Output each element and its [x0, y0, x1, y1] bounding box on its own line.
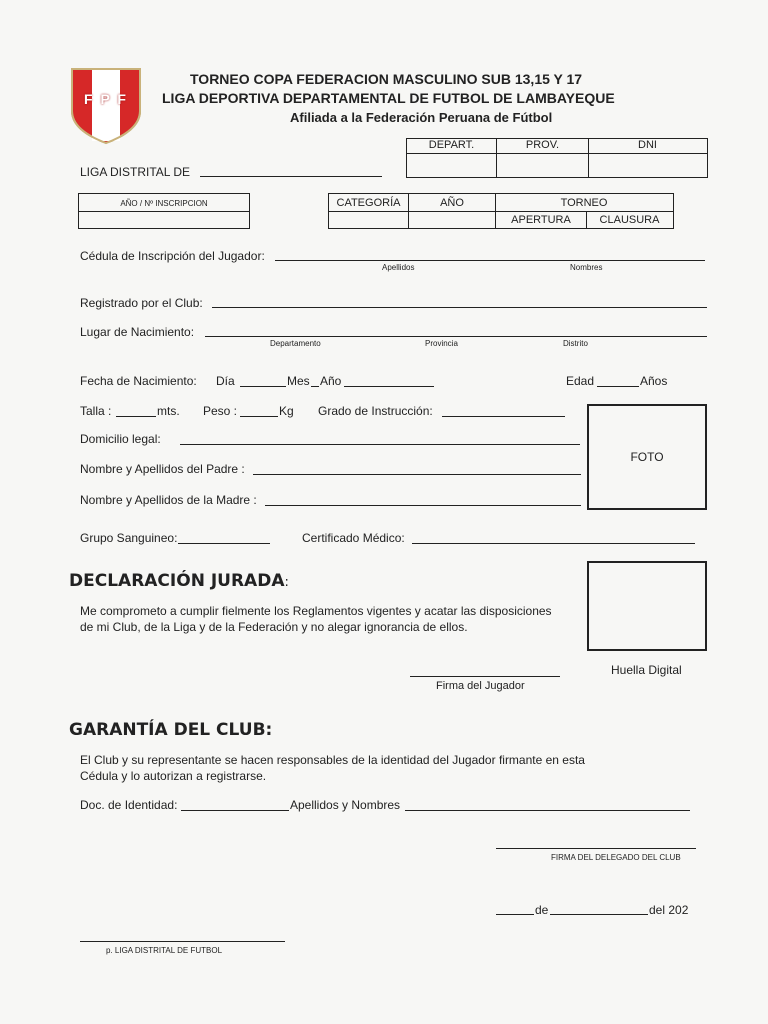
- departamento-caption: Departamento: [270, 339, 321, 348]
- firma-jugador-line[interactable]: [410, 676, 560, 677]
- lugar-label: Lugar de Nacimiento:: [80, 325, 195, 339]
- liga-distrital-firma-line[interactable]: [80, 941, 285, 942]
- liga-distrital-label: LIGA DISTRITAL DE: [80, 165, 191, 179]
- kg-label: Kg: [279, 404, 294, 418]
- huella-label: Huella Digital: [611, 663, 682, 677]
- grado-label: Grado de Instrucción:: [318, 404, 433, 418]
- talla-field[interactable]: [116, 416, 156, 417]
- garantia-text-1: El Club y su representante se hacen responsables de la identidad del Jugador firmante en esta: [80, 753, 585, 767]
- apellidos-caption: Apellidos: [382, 263, 415, 272]
- domicilio-label: Domicilio legal:: [80, 432, 161, 446]
- registrado-label: Registrado por el Club:: [80, 296, 203, 310]
- lugar-field[interactable]: [205, 336, 707, 337]
- photo-label: FOTO: [630, 450, 664, 464]
- de-label: de: [535, 903, 549, 917]
- firma-jugador-label: Firma del Jugador: [436, 680, 525, 692]
- registrado-field[interactable]: [212, 307, 707, 308]
- depart-header: DEPART.: [428, 139, 475, 151]
- apellidos-nombres-field[interactable]: [405, 810, 690, 811]
- anio-field[interactable]: [344, 386, 434, 387]
- grado-field[interactable]: [442, 416, 565, 417]
- apertura-header: APERTURA: [511, 214, 571, 226]
- dia-firma-field[interactable]: [496, 914, 534, 915]
- grupo-field[interactable]: [178, 543, 270, 544]
- distrito-caption: Distrito: [563, 339, 588, 348]
- categoria-header: CATEGORÍA: [336, 197, 401, 209]
- liga-distrital-firma-label: p. LIGA DISTRITAL DE FUTBOL: [106, 946, 223, 955]
- photo-box: [587, 404, 707, 510]
- mes-label: Mes: [287, 374, 310, 388]
- domicilio-field[interactable]: [180, 444, 580, 445]
- garantia-heading: GARANTÍA DEL CLUB:: [69, 720, 273, 740]
- anios-label: Años: [640, 374, 668, 388]
- dia-field[interactable]: [240, 386, 286, 387]
- certificado-field[interactable]: [412, 543, 695, 544]
- apellidos-nombres-label: Apellidos y Nombres: [290, 798, 401, 812]
- dni-header: DNI: [638, 139, 657, 151]
- declaracion-text-2: de mi Club, de la Liga y de la Federación y no alegar ignorancia de ellos.: [80, 620, 468, 634]
- madre-label: Nombre y Apellidos de la Madre :: [80, 493, 257, 507]
- declaracion-heading: DECLARACIÓN JURADA:: [69, 571, 289, 591]
- torneo-header: TORNEO: [560, 197, 608, 209]
- firma-delegado-line[interactable]: [496, 848, 696, 849]
- certificado-label: Certificado Médico:: [302, 531, 405, 545]
- anio-label: Año: [320, 374, 342, 388]
- fecha-label: Fecha de Nacimiento:: [80, 374, 197, 388]
- liga-distrital-field[interactable]: [200, 176, 382, 177]
- provincia-caption: Provincia: [425, 339, 458, 348]
- talla-label: Talla :: [80, 404, 112, 418]
- title-line-1: TORNEO COPA FEDERACION MASCULINO SUB 13,15 Y 17: [190, 71, 583, 87]
- title-line-2: LIGA DEPORTIVA DEPARTAMENTAL DE FUTBOL DE LAMBAYEQUE: [162, 90, 615, 106]
- cedula-field[interactable]: [275, 260, 705, 261]
- del-label: del 202: [649, 903, 689, 917]
- madre-field[interactable]: [265, 505, 581, 506]
- fpf-logo: [70, 67, 142, 145]
- location-dni-table: [406, 138, 708, 178]
- mes-firma-field[interactable]: [550, 914, 648, 915]
- huella-box: [587, 561, 707, 651]
- mes-field[interactable]: [311, 386, 319, 387]
- cedula-label: Cédula de Inscripción del Jugador:: [80, 249, 265, 263]
- anio-header: AÑO: [440, 197, 464, 209]
- inscripcion-box: [78, 193, 250, 229]
- padre-field[interactable]: [253, 474, 581, 475]
- declaracion-colon: :: [284, 575, 289, 590]
- categoria-table: [328, 193, 674, 229]
- declaracion-text-1: Me comprometo a cumplir fielmente los Reglamentos vigentes y acatar las disposiciones: [80, 604, 552, 618]
- peso-field[interactable]: [240, 416, 278, 417]
- clausura-header: CLAUSURA: [599, 214, 660, 226]
- nombres-caption: Nombres: [570, 263, 603, 272]
- dia-label: Día: [216, 374, 235, 388]
- title-line-3: Afiliada a la Federación Peruana de Fútbol: [290, 110, 553, 125]
- grupo-label: Grupo Sanguineo:: [80, 531, 178, 545]
- logo-text: F P F: [84, 91, 128, 107]
- inscripcion-field[interactable]: [79, 212, 249, 228]
- garantia-text-2: Cédula y lo autorizan a registrarse.: [80, 769, 267, 783]
- firma-delegado-label: FIRMA DEL DELEGADO DEL CLUB: [551, 853, 681, 862]
- prov-header: PROV.: [525, 139, 560, 151]
- edad-field[interactable]: [597, 386, 639, 387]
- inscripcion-label: AÑO / Nº INSCRIPCION: [120, 199, 208, 208]
- mts-label: mts.: [157, 404, 180, 418]
- doc-identidad-label: Doc. de Identidad:: [80, 798, 178, 812]
- padre-label: Nombre y Apellidos del Padre :: [80, 462, 245, 476]
- doc-identidad-field[interactable]: [181, 810, 289, 811]
- peso-label: Peso :: [203, 404, 238, 418]
- edad-label: Edad: [566, 374, 595, 388]
